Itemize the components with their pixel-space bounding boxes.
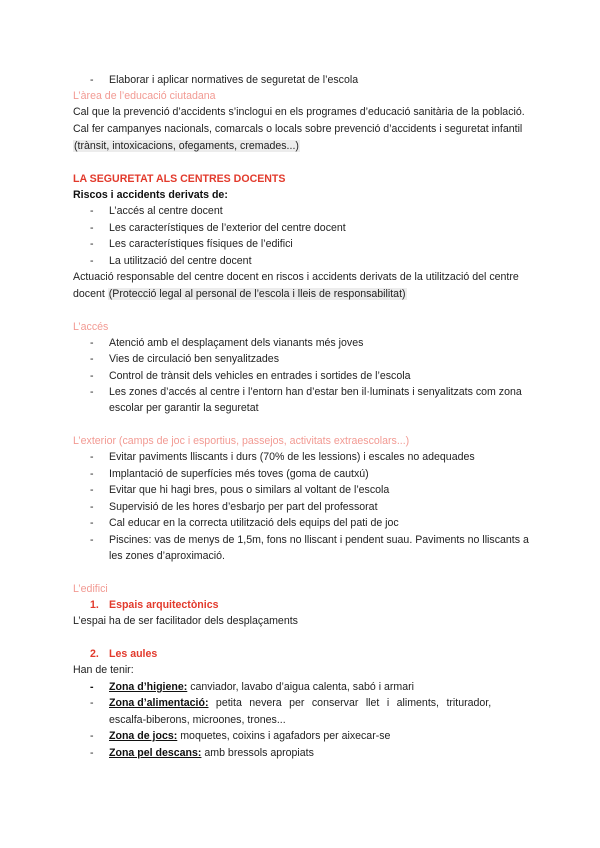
section-heading-edifici: L’edifici	[73, 583, 108, 595]
bullet-dash: -	[90, 337, 94, 349]
list-item: L’accés al centre docent	[109, 205, 223, 217]
section-heading-educacio: L’àrea de l’educació ciutadana	[73, 90, 216, 102]
bullet-dash: -	[90, 468, 94, 480]
list-item: Cal educar en la correcta utilització dels equips del pati de joc	[109, 517, 399, 529]
bullet-dash: -	[90, 501, 94, 513]
bullet-dash: -	[90, 730, 94, 742]
list-item: Les característiques de l’exterior del centre docent	[109, 222, 346, 234]
bullet-dash: -	[90, 205, 94, 217]
list-item: Piscines: vas de menys de 1,5m, fons no lliscant i pendent suau. Paviments no lliscants a	[109, 534, 529, 546]
zone-label: Zona d’higiene:	[109, 681, 188, 693]
bullet-dash: -	[90, 238, 94, 250]
paragraph: Cal que la prevenció d’accidents s’inclogui en els programes d’educació sanitària de la població.	[73, 106, 525, 118]
list-number: 2.	[90, 648, 99, 660]
zone-text: amb bressols apropiats	[201, 747, 314, 759]
list-item: Atenció amb el desplaçament dels vianants més joves	[109, 337, 364, 349]
paragraph: Actuació responsable del centre docent en riscos i accidents derivats de la utilització del centre	[73, 271, 519, 283]
bullet-dash: -	[90, 255, 94, 267]
bullet-dash: -	[90, 747, 94, 759]
section-heading-acces: L’accés	[73, 321, 109, 333]
zone-text: canviador, lavabo d’aigua calenta, sabó i armari	[187, 681, 415, 693]
bullet-dash: -	[90, 681, 94, 693]
bullet-dash: -	[90, 386, 94, 398]
list-item: Les característiques físiques de l’edifici	[109, 238, 293, 250]
highlighted-text: (Protecció legal al personal de l’escola i lleis de responsabilitat)	[108, 288, 406, 300]
highlighted-text: (trànsit, intoxicacions, ofegaments, cremades...)	[74, 140, 299, 152]
bullet-dash: -	[90, 353, 94, 365]
list-item: Les zones d’accés al centre i l’entorn han d’estar ben il·luminats i senyalitzats com zona	[109, 386, 522, 398]
section-heading-exterior: L’exterior (camps de joc i esportius, passejos, activitats extraescolars...)	[73, 435, 410, 447]
paragraph: Han de tenir:	[73, 664, 134, 676]
bullet-dash: -	[90, 697, 94, 709]
bullet-dash: -	[90, 222, 94, 234]
zone-text: petita nevera per conservar llet i aliments, triturador,	[208, 697, 492, 709]
list-number: 1.	[90, 599, 99, 611]
zone-text-continuation: escalfa-biberons, microones, trones...	[109, 714, 286, 726]
subsection-aules: Les aules	[109, 648, 158, 660]
zone-text: moquetes, coixins i agafadors per aixecar-se	[177, 730, 391, 742]
zone-label: Zona de jocs:	[109, 730, 178, 742]
list-item: Control de trànsit dels vehicles en entrades i sortides de l’escola	[109, 370, 411, 382]
paragraph: Cal fer campanyes nacionals, comarcals o locals sobre prevenció d’accidents i seguretat infantil	[73, 123, 523, 135]
paragraph-start: docent	[73, 288, 108, 300]
section-title-centres: LA SEGURETAT ALS CENTRES DOCENTS	[73, 173, 286, 185]
list-item-continuation: escolar per garantir la seguretat	[109, 402, 259, 414]
list-item: Implantació de superfícies més toves (goma de cautxú)	[109, 468, 369, 480]
subheading-riscos: Riscos i accidents derivats de:	[73, 189, 228, 201]
list-item: Vies de circulació ben senyalitzades	[109, 353, 279, 365]
zone-label: Zona pel descans:	[109, 747, 202, 759]
bullet-dash: -	[90, 534, 94, 546]
list-item: La utilització del centre docent	[109, 255, 252, 267]
subsection-espais: Espais arquitectònics	[109, 599, 219, 611]
bullet-dash: -	[90, 370, 94, 382]
bullet-dash: -	[90, 451, 94, 463]
list-item: Elaborar i aplicar normatives de seguretat de l’escola	[109, 74, 359, 86]
list-item: Evitar que hi hagi bres, pous o similars al voltant de l’escola	[109, 484, 390, 496]
paragraph: L’espai ha de ser facilitador dels desplaçaments	[73, 615, 298, 627]
list-item: Evitar paviments lliscants i durs (70% de les lessions) i escales no adequades	[109, 451, 475, 463]
bullet-dash: -	[90, 517, 94, 529]
bullet-dash: -	[90, 74, 94, 86]
bullet-dash: -	[90, 484, 94, 496]
list-item-continuation: les zones d’aproximació.	[109, 550, 225, 562]
zone-label: Zona d’alimentació:	[109, 697, 209, 709]
list-item: Supervisió de les hores d’esbarjo per part del professorat	[109, 501, 378, 513]
